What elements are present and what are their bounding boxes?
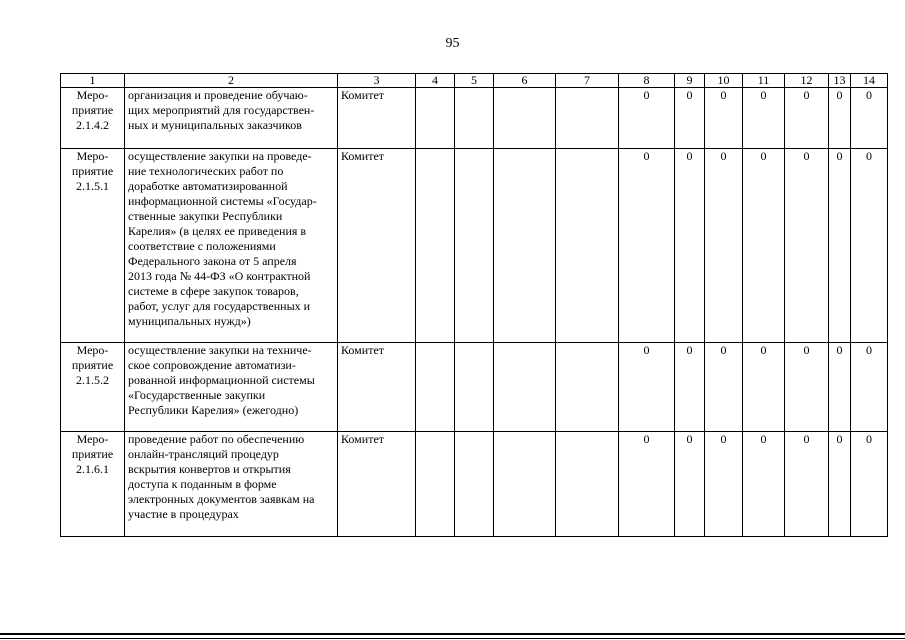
activity-description-line: муниципальных нужд»)	[128, 314, 251, 328]
activity-description-line: информационной системы «Государ-	[128, 194, 317, 208]
value-cell: 0	[785, 432, 829, 537]
bottom-border	[0, 633, 905, 635]
column-header: 3	[338, 74, 416, 88]
value-cell: 0	[675, 88, 705, 149]
column-header: 1	[61, 74, 125, 88]
column-header: 8	[619, 74, 675, 88]
empty-cell	[455, 88, 494, 149]
table-row	[61, 432, 888, 537]
empty-cell	[556, 343, 619, 432]
activity-description-line: щих мероприятий для государствен-	[128, 103, 315, 117]
activity-description-line: участие в процедурах	[128, 507, 239, 521]
activity-description-line: Федерального закона от 5 апреля	[128, 254, 297, 268]
activity-description-line: ственные закупки Республики	[128, 209, 283, 223]
activity-description-line: рованной информационной системы	[128, 373, 315, 387]
activity-code-line: 2.1.5.1	[76, 179, 109, 193]
value-cell: 0	[829, 432, 851, 537]
column-header: 4	[416, 74, 455, 88]
value-cell: 0	[619, 343, 675, 432]
activity-description-line: доработке автоматизированной	[128, 179, 288, 193]
activity-description-line: организация и проведение обучаю-	[128, 88, 308, 102]
value-cell: 0	[743, 343, 785, 432]
value-cell: 0	[619, 149, 675, 343]
activity-code-line: приятие	[71, 164, 114, 178]
activity-code-line: приятие	[71, 358, 114, 372]
value-cell: 0	[785, 88, 829, 149]
value-cell: 0	[743, 149, 785, 343]
executor: Комитет	[338, 432, 416, 537]
activity-description-line: системе в сфере закупок товаров,	[128, 284, 299, 298]
activity-description-line: ское сопровождение автоматизи-	[128, 358, 296, 372]
activity-description-line: Карелия» (в целях ее приведения в	[128, 224, 307, 238]
value-cell: 0	[705, 88, 743, 149]
activity-code-line: Меро-	[76, 88, 109, 102]
column-header: 5	[455, 74, 494, 88]
value-cell: 0	[675, 432, 705, 537]
executor: Комитет	[338, 149, 416, 343]
activity-code-line: 2.1.6.1	[76, 462, 109, 476]
table-row	[61, 88, 888, 149]
activity-description-line: 2013 года № 44-ФЗ «О контрактной	[128, 269, 311, 283]
empty-cell	[494, 88, 556, 149]
table-row	[61, 343, 888, 432]
activity-description-line: доступа к поданным в форме	[128, 477, 277, 491]
value-cell: 0	[675, 343, 705, 432]
value-cell: 0	[785, 149, 829, 343]
activity-description	[125, 343, 338, 432]
activity-description-line: соответствие с положениями	[128, 239, 276, 253]
page-number: 95	[445, 36, 460, 51]
empty-cell	[416, 432, 455, 537]
empty-cell	[494, 149, 556, 343]
bottom-border-thin	[0, 638, 905, 639]
column-header: 7	[556, 74, 619, 88]
activity-description-line: ных и муниципальных заказчиков	[128, 118, 302, 132]
activity-description-line: электронных документов заявкам на	[128, 492, 315, 506]
empty-cell	[416, 149, 455, 343]
empty-cell	[494, 343, 556, 432]
executor: Комитет	[338, 343, 416, 432]
activity-code	[61, 88, 125, 149]
activity-code-line: приятие	[71, 103, 114, 117]
value-cell: 0	[829, 88, 851, 149]
activity-code-line: Меро-	[76, 432, 109, 446]
empty-cell	[556, 432, 619, 537]
empty-cell	[455, 343, 494, 432]
activity-description	[125, 432, 338, 537]
activity-description-line: вскрытия конвертов и открытия	[128, 462, 291, 476]
activity-description-line: ние технологических работ по	[128, 164, 284, 178]
empty-cell	[556, 88, 619, 149]
value-cell: 0	[675, 149, 705, 343]
activity-code	[61, 149, 125, 343]
empty-cell	[455, 432, 494, 537]
table-row	[61, 149, 888, 343]
activity-description	[125, 88, 338, 149]
column-header: 11	[743, 74, 785, 88]
value-cell: 0	[785, 343, 829, 432]
header-row	[61, 74, 888, 88]
activity-code	[61, 343, 125, 432]
column-header: 10	[705, 74, 743, 88]
activity-code-line: 2.1.5.2	[76, 373, 109, 387]
column-header: 9	[675, 74, 705, 88]
activity-code-line: 2.1.4.2	[76, 118, 109, 132]
budget-table	[60, 73, 888, 537]
executor: Комитет	[338, 88, 416, 149]
value-cell: 0	[743, 88, 785, 149]
value-cell: 0	[705, 432, 743, 537]
value-cell: 0	[705, 343, 743, 432]
value-cell: 0	[851, 149, 888, 343]
activity-description-line: осуществление закупки на техниче-	[128, 343, 312, 357]
value-cell: 0	[851, 343, 888, 432]
value-cell: 0	[619, 88, 675, 149]
activity-description-line: «Государственные закупки	[128, 388, 266, 402]
value-cell: 0	[851, 88, 888, 149]
column-header: 12	[785, 74, 829, 88]
activity-description-line: проведение работ по обеспечению	[128, 432, 305, 446]
activity-code-line: Меро-	[76, 343, 109, 357]
column-header: 13	[829, 74, 851, 88]
column-header: 6	[494, 74, 556, 88]
value-cell: 0	[705, 149, 743, 343]
activity-description-line: осуществление закупки на проведе-	[128, 149, 312, 163]
value-cell: 0	[619, 432, 675, 537]
activity-description-line: Республики Карелия» (ежегодно)	[128, 403, 299, 417]
activity-description	[125, 149, 338, 343]
activity-description-line: онлайн-трансляций процедур	[128, 447, 279, 461]
empty-cell	[455, 149, 494, 343]
empty-cell	[416, 343, 455, 432]
value-cell: 0	[829, 149, 851, 343]
activity-code	[61, 432, 125, 537]
value-cell: 0	[851, 432, 888, 537]
activity-code-line: Меро-	[76, 149, 109, 163]
empty-cell	[556, 149, 619, 343]
value-cell: 0	[829, 343, 851, 432]
empty-cell	[494, 432, 556, 537]
activity-description-line: работ, услуг для государственных и	[128, 299, 311, 313]
value-cell: 0	[743, 432, 785, 537]
column-header: 14	[851, 74, 888, 88]
column-header: 2	[125, 74, 338, 88]
empty-cell	[416, 88, 455, 149]
activity-code-line: приятие	[71, 447, 114, 461]
